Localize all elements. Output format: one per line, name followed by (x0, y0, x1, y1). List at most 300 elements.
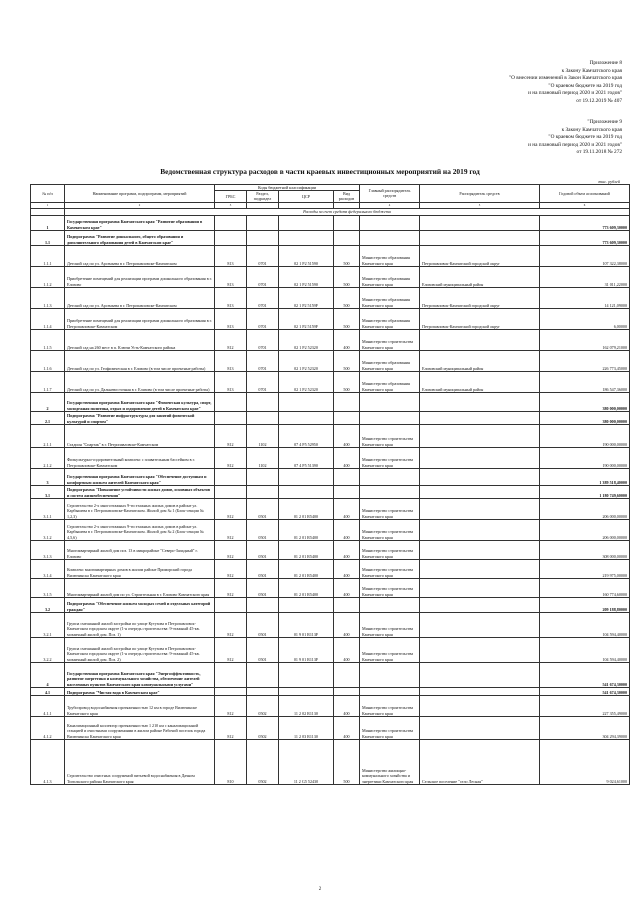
header-line: "Приложение 9 (587, 119, 622, 125)
cell-sum: 541 674,30000 (540, 662, 630, 687)
cell-cs (279, 215, 334, 230)
cell-n: 3.1.5 (31, 578, 65, 597)
document-title: Ведомственная структура расходов в части краевых инвестиционных мероприятий на 2019 год (160, 167, 480, 176)
cell-n: 3.1 (31, 485, 65, 498)
cell-vr (334, 662, 360, 687)
cell-n: 2 (31, 392, 65, 411)
cell-gr: Министерство строительства Камчатского края (360, 578, 420, 597)
column-index: 2 (65, 202, 215, 208)
cell-gr: Министерство строительства Камчатского края (360, 612, 420, 637)
table-row (31, 559, 630, 578)
cell-grbs: 812 (215, 716, 247, 739)
cell-rz: 0501 (247, 637, 279, 662)
cell-vr: 400 (334, 424, 360, 447)
col-razdel: Раздел, подраздел (247, 191, 279, 202)
cell-rz: 0701 (247, 308, 279, 329)
cell-gr: Министерство строительства Камчатского края (360, 695, 420, 716)
cell-rs: Елизовский муниципальный район (420, 350, 540, 371)
cell-rz: 0502 (247, 695, 279, 716)
cell-sum: 541 674,30000 (540, 687, 630, 695)
cell-vr: 400 (334, 498, 360, 519)
cell-name: Подпрограмма "Обеспечение жильем молодых семей и отдельных категорий граждан" (65, 597, 215, 612)
cell-name: Группа смешанной жилой застройки по улице Кутузова в Петропавловск-Камчатском городском округе (1-я очередь строительства: 9-этажный 45-кв. мозаичный жилой дом. Поз. 2) (65, 637, 215, 662)
unit-label: тыс. рублей (598, 179, 620, 184)
table-row (31, 371, 630, 392)
cell-vr: 400 (334, 559, 360, 578)
cell-cs (279, 597, 334, 612)
cell-grbs (215, 662, 247, 687)
cell-rs (420, 612, 540, 637)
cell-cs: 02 1 Р2 52320 (279, 371, 334, 392)
cell-vr (334, 687, 360, 695)
table-row (31, 662, 630, 687)
cell-rz: 0501 (247, 578, 279, 597)
cell-n: 1.1.7 (31, 371, 65, 392)
cell-vr: 400 (334, 716, 360, 739)
cell-rz: 0701 (247, 287, 279, 308)
cell-name: Физкультурно-оздоровительный комплекс с плавательным бассейном в г. Петропавловске-Камчатском (65, 447, 215, 468)
cell-gr (360, 597, 420, 612)
cell-grbs: 812 (215, 695, 247, 716)
cell-rs: Елизовский муниципальный район (420, 371, 540, 392)
cell-rz: 0501 (247, 498, 279, 519)
cell-cs: 01 2 01 R5400 (279, 519, 334, 540)
cell-rs (420, 329, 540, 350)
cell-cs: 01 2 01 R5400 (279, 578, 334, 597)
cell-vr: 500 (334, 266, 360, 287)
cell-n: 1.1.4 (31, 308, 65, 329)
cell-grbs: 813 (215, 308, 247, 329)
cell-n: 4.1.1 (31, 695, 65, 716)
cell-n: 4.1.2 (31, 716, 65, 739)
cell-rs: Сельское поселение "село Лесная" (420, 739, 540, 784)
cell-grbs: 812 (215, 578, 247, 597)
cell-name: Канализационный коллектор протяженностью 1 210 км с канализационной станцией и очистными сооружениями в жилом районе Рабочий поселок города Вилючинска Камчатского края (65, 716, 215, 739)
cell-name: Группа смешанной жилой застройки по улице Кутузова в Петропавловск-Камчатском городском округе (1-я очередь строительства: 9-этажный 45-кв. мозаичный жилой дом. Поз. 1) (65, 612, 215, 637)
cell-name: Комплекс многоквартирных домов в жилом районе Приморский города Вилючинска Камчатского края (65, 559, 215, 578)
cell-gr: Министерство жилищно-коммунального хозяйства и энергетики Камчатского края (360, 739, 420, 784)
cell-sum: 206 000,00000 (540, 519, 630, 540)
cell-grbs (215, 230, 247, 245)
cell-grbs: 812 (215, 329, 247, 350)
cell-rs (420, 485, 540, 498)
cell-cs (279, 687, 334, 695)
cell-cs (279, 485, 334, 498)
header-line: к Закону Камчатского края (561, 126, 622, 133)
cell-cs: 07 4 Р5 51390 (279, 447, 334, 468)
cell-grbs (215, 392, 247, 411)
cell-n: 2.1.2 (31, 447, 65, 468)
cell-rz (247, 687, 279, 695)
cell-cs: 01 9 01 R113F (279, 637, 334, 662)
cell-rs (420, 559, 540, 578)
cell-gr (360, 468, 420, 485)
cell-name: Государственная программа Камчатского края "Обеспечение доступным и комфортным жильем жителей Камчатского края" (65, 468, 215, 485)
cell-vr (334, 230, 360, 245)
cell-grbs (215, 687, 247, 695)
cell-n: 2.1.1 (31, 424, 65, 447)
cell-gr (360, 230, 420, 245)
cell-n: 1.1.3 (31, 287, 65, 308)
cell-gr: Министерство образования Камчатского края (360, 350, 420, 371)
cell-gr (360, 485, 420, 498)
cell-rs (420, 519, 540, 540)
cell-rs (420, 695, 540, 716)
cell-gr (360, 662, 420, 687)
cell-vr (334, 215, 360, 230)
cell-name: Государственная программа Камчатского края "Энергоэффективность, развитие энергетики и коммунального хозяйства, обеспечение жителей населенных пунктов Камчатского края коммунальными услугами" (65, 662, 215, 687)
cell-rs (420, 215, 540, 230)
cell-name: Трубопровод водоснабжения протяженностью 12 км в городе Вилючинске Камчатского края (65, 695, 215, 716)
cell-rz: 0502 (247, 716, 279, 739)
cell-gr: Министерство образования Камчатского края (360, 308, 420, 329)
cell-grbs (215, 485, 247, 498)
col-cs: ЦСР (279, 191, 334, 202)
table-body (31, 202, 630, 784)
col-glavny: Главный распорядитель средств (360, 185, 420, 203)
cell-cs: 02 1 Р2 51590 (279, 245, 334, 266)
header-line: от 19.11.2018 № 272 (576, 149, 622, 156)
table-row (31, 612, 630, 637)
cell-gr: Министерство строительства Камчатского края (360, 447, 420, 468)
cell-vr: 400 (334, 519, 360, 540)
cell-grbs (215, 411, 247, 424)
cell-grbs: 810 (215, 739, 247, 784)
table-row (31, 468, 630, 485)
table-row (31, 424, 630, 447)
cell-gr (360, 687, 420, 695)
cell-rz: 0701 (247, 245, 279, 266)
cell-sum: 227 355,49000 (540, 695, 630, 716)
table-row (31, 540, 630, 559)
cell-gr: Министерство строительства Камчатского края (360, 540, 420, 559)
cell-rz: 1102 (247, 447, 279, 468)
cell-sum: 380 000,00000 (540, 392, 630, 411)
page-number: 2 (318, 887, 322, 892)
cell-rz: 0501 (247, 612, 279, 637)
cell-sum: 190 000,00000 (540, 424, 630, 447)
header-line: и на плановый период 2020 и 2021 годов" (528, 90, 622, 97)
cell-n: 3.1.4 (31, 559, 65, 578)
cell-grbs: 813 (215, 245, 247, 266)
col-num: № п/п (31, 185, 65, 203)
cell-rs: Петропавловск-Камчатский городской округ (420, 245, 540, 266)
cell-sum: 9 024,61000 (540, 739, 630, 784)
cell-rz (247, 662, 279, 687)
cell-rz (247, 411, 279, 424)
cell-grbs: 812 (215, 637, 247, 662)
cell-vr: 400 (334, 329, 360, 350)
cell-vr (334, 597, 360, 612)
cell-name: Приобретение помещений для реализации программ дошкольного образования в г. Петропавловске-Камчатском (65, 308, 215, 329)
cell-sum: 1 389 518,40000 (540, 468, 630, 485)
appendix-header-original (528, 119, 622, 157)
column-index: 4 (360, 202, 420, 208)
table-row (31, 215, 630, 230)
cell-cs (279, 468, 334, 485)
cell-rz: 0501 (247, 540, 279, 559)
cell-vr: 400 (334, 612, 360, 637)
cell-gr: Министерство строительства Камчатского края (360, 498, 420, 519)
cell-n: 3 (31, 468, 65, 485)
cell-gr: Министерство строительства Камчатского края (360, 637, 420, 662)
cell-cs: 01 2 01 R5400 (279, 559, 334, 578)
cell-vr: 500 (334, 287, 360, 308)
cell-name: Строительство 2-х многоэтажных 9-ти этажных жилых домов в районе ул. Карбышева в г. Петропавловске-Камчатском. Жилой дом № 1 (Блок-секции № 1,2,3) (65, 498, 215, 519)
header-line: Приложение 8 (589, 60, 622, 66)
cell-rs (420, 716, 540, 739)
table-row (31, 597, 630, 612)
cell-rz: 0701 (247, 329, 279, 350)
column-index: 6 (540, 202, 630, 208)
cell-name: Подпрограмма "Повышение устойчивости жилых домов, основных объектов и систем жизнеобеспечения" (65, 485, 215, 498)
cell-rs (420, 540, 540, 559)
cell-grbs: 813 (215, 371, 247, 392)
header-line: "О краевом бюджете на 2019 год (548, 134, 622, 141)
cell-rs (420, 424, 540, 447)
cell-grbs (215, 597, 247, 612)
cell-name: Детский сад по ул. Арсеньева в г. Петропавловске-Камчатском (65, 287, 215, 308)
cell-vr (334, 392, 360, 411)
cell-name: Подпрограмма "Развитие дошкольного, общего образования и дополнительного образования детей в Камчатском крае" (65, 230, 215, 245)
column-index: 1 (31, 202, 65, 208)
cell-name: Детский сад по ул. Дальневосточная в г. Елизово (в том числе проектные работы) (65, 371, 215, 392)
table-row (31, 392, 630, 411)
cell-rz: 0502 (247, 739, 279, 784)
cell-vr: 400 (334, 540, 360, 559)
cell-vr: 500 (334, 371, 360, 392)
cell-rs: Петропавловск-Камчатский городской округ (420, 287, 540, 308)
header-line: "О краевом бюджете на 2019 год (548, 82, 622, 89)
cell-grbs: 813 (215, 350, 247, 371)
table-row (31, 411, 630, 424)
cell-rs: Петропавловск-Камчатский городской округ (420, 308, 540, 329)
table-row (31, 350, 630, 371)
cell-cs: 02 1 Р2 5159F (279, 287, 334, 308)
cell-rz (247, 485, 279, 498)
cell-n: 3.2.2 (31, 637, 65, 662)
cell-n: 3.2.1 (31, 612, 65, 637)
section-label: Расходы за счет средств федерального бюджета (65, 208, 630, 215)
col-sum: Годовой объем ассигнований (540, 185, 630, 203)
cell-sum: 773 609,30000 (540, 230, 630, 245)
cell-rs (420, 447, 540, 468)
cell-cs: 02 1 Р2 52320 (279, 350, 334, 371)
cell-grbs: 812 (215, 519, 247, 540)
table-row (31, 637, 630, 662)
cell-cs: 07 4 Р5 52950 (279, 424, 334, 447)
cell-rs (420, 468, 540, 485)
cell-vr (334, 468, 360, 485)
table-row (31, 447, 630, 468)
cell-sum: 308 000,00000 (540, 540, 630, 559)
cell-gr: Министерство образования Камчатского края (360, 266, 420, 287)
cell-sum: 186 547,36000 (540, 371, 630, 392)
cell-name: Строительство 2-х многоэтажных 9-ти этажных жилых домов в районе ул. Карбышева в г. Петропавловске-Камчатском. Жилой дом № 2 (Блок-секции № 4,5,6) (65, 519, 215, 540)
cell-cs: 11 2 02 R1130 (279, 695, 334, 716)
appendix-header-current (509, 60, 622, 106)
cell-sum: 304 294,39000 (540, 716, 630, 739)
table-row (31, 329, 630, 350)
table-row (31, 687, 630, 695)
cell-rs (420, 411, 540, 424)
cell-grbs: 812 (215, 424, 247, 447)
cell-sum: 160 774,60000 (540, 578, 630, 597)
cell-cs: 02 1 Р2 51590 (279, 266, 334, 287)
cell-n: 3.2 (31, 597, 65, 612)
cell-cs: 01 9 01 R113F (279, 612, 334, 637)
column-index: 3 (215, 202, 247, 208)
header-line: "О внесении изменений в Закон Камчатского края (509, 75, 622, 82)
table-row (31, 245, 630, 266)
cell-sum: 104 594,40000 (540, 612, 630, 637)
table-row (31, 716, 630, 739)
header-line: от 19.12.2019 № 407 (576, 97, 622, 104)
cell-rz: 0501 (247, 519, 279, 540)
cell-rz (247, 597, 279, 612)
cell-gr (360, 411, 420, 424)
cell-n: 3.1.1 (31, 498, 65, 519)
cell-n: 1.1.6 (31, 350, 65, 371)
cell-n: 3.1.3 (31, 540, 65, 559)
cell-name: Детский сад по ул. Арсеньева в г. Петропавловске-Камчатском (65, 245, 215, 266)
cell-rz: 1102 (247, 424, 279, 447)
cell-n: 4.1.3 (31, 739, 65, 784)
cell-grbs: 812 (215, 559, 247, 578)
col-raspor: Распорядитель средств (420, 185, 540, 203)
cell-vr: 500 (334, 350, 360, 371)
cell-vr (334, 411, 360, 424)
cell-rz (247, 392, 279, 411)
cell-name: Многоквартирный жилой дом поз. 13 в микрорайоне "Северо-Западный" г. Елизово (65, 540, 215, 559)
cell-vr: 400 (334, 695, 360, 716)
cell-rz: 0501 (247, 559, 279, 578)
table-row (31, 498, 630, 519)
cell-sum: 104 594,40000 (540, 637, 630, 662)
cell-rs (420, 498, 540, 519)
cell-n: 4.1 (31, 687, 65, 695)
cell-gr: Министерство строительства Камчатского края (360, 559, 420, 578)
cell-name: Государственная программа Камчатского края "Развитие образования в Камчатском крае" (65, 215, 215, 230)
cell-cs (279, 392, 334, 411)
cell-n: 1.1.1 (31, 245, 65, 266)
table-row (31, 230, 630, 245)
cell-rs (420, 662, 540, 687)
cell-sum: 380 000,00000 (540, 411, 630, 424)
cell-rz: 0701 (247, 266, 279, 287)
cell-sum: 226 773,45000 (540, 350, 630, 371)
cell-cs (279, 411, 334, 424)
cell-grbs: 812 (215, 447, 247, 468)
cell-n: 2.1 (31, 411, 65, 424)
cell-gr (360, 215, 420, 230)
cell-vr: 500 (334, 245, 360, 266)
cell-rs (420, 578, 540, 597)
cell-rz: 0701 (247, 371, 279, 392)
cell-sum: 190 000,00000 (540, 447, 630, 468)
cell-n: 4 (31, 662, 65, 687)
cell-rs (420, 687, 540, 695)
cell-rs (420, 392, 540, 411)
cell-gr: Министерство строительства Камчатского края (360, 424, 420, 447)
cell-name: Подпрограмма "Чистая вода в Камчатском крае" (65, 687, 215, 695)
cell-cs: 11 2 G5 52430 (279, 739, 334, 784)
cell-rs (420, 637, 540, 662)
cell-grbs: 813 (215, 287, 247, 308)
cell-cs (279, 230, 334, 245)
cell-cs: 02 1 Р2 5159F (279, 308, 334, 329)
cell-gr: Министерство строительства Камчатского края (360, 329, 420, 350)
cell-gr: Министерство строительства Камчатского края (360, 716, 420, 739)
cell-sum: 14 121,09000 (540, 287, 630, 308)
table-row (31, 287, 630, 308)
header-line: и на плановый период 2020 и 2021 годов" (528, 141, 622, 148)
table-row (31, 519, 630, 540)
cell-name: Подпрограмма "Развитие инфраструктуры для занятий физической культурой и спортом" (65, 411, 215, 424)
cell-n: 1 (31, 215, 65, 230)
cell-grbs: 812 (215, 540, 247, 559)
cell-name: Строительство очистных сооружений питьевой водоснабжения в Дачном Тигильского района Камчатского края (65, 739, 215, 784)
table-row (31, 308, 630, 329)
cell-sum: 219 975,00000 (540, 559, 630, 578)
table-row (31, 578, 630, 597)
expenditure-table (30, 184, 630, 785)
cell-sum: 206 000,00000 (540, 498, 630, 519)
table-row (31, 266, 630, 287)
cell-sum: 773 609,30000 (540, 215, 630, 230)
cell-n: 1.1.5 (31, 329, 65, 350)
cell-gr: Министерство образования Камчатского края (360, 287, 420, 308)
cell-name: Стадион "Спартак" в г. Петропавловске-Камчатском (65, 424, 215, 447)
cell-sum: 6,00000 (540, 308, 630, 329)
cell-grbs: 813 (215, 266, 247, 287)
cell-gr: Министерство образования Камчатского края (360, 371, 420, 392)
cell-cs (279, 662, 334, 687)
cell-name: Детский сад на 260 мест в п. Ключи Усть-Камчатского района (65, 329, 215, 350)
cell-cs: 11 2 03 R1130 (279, 716, 334, 739)
cell-rs (420, 597, 540, 612)
cell-cs: 01 2 01 R5400 (279, 498, 334, 519)
cell-sum: 107 322,38000 (540, 245, 630, 266)
table-row (31, 739, 630, 784)
cell-vr (334, 485, 360, 498)
cell-sum: 162 079,21000 (540, 329, 630, 350)
col-grbs: ГРБС (215, 191, 247, 202)
cell-vr: 500 (334, 739, 360, 784)
cell-grbs: 812 (215, 498, 247, 519)
cell-sum: 1 180 749,60000 (540, 485, 630, 498)
cell-vr: 400 (334, 637, 360, 662)
col-name: Наименование программ, подпрограмм, мероприятий (65, 185, 215, 203)
table-header (31, 185, 630, 203)
cell-rs (420, 230, 540, 245)
cell-name: Государственная программа Камчатского края "Физическая культура, спорт, молодежная политика, отдых и оздоровление детей в Камчатском крае" (65, 392, 215, 411)
table-row (31, 485, 630, 498)
cell-grbs (215, 215, 247, 230)
cell-grbs: 812 (215, 612, 247, 637)
section-row (31, 208, 630, 215)
cell-gr (360, 392, 420, 411)
col-kbk: Коды бюджетной классификации (215, 185, 360, 191)
cell-vr: 500 (334, 308, 360, 329)
cell-n: 1.1.2 (31, 266, 65, 287)
cell-n: 3.1.2 (31, 519, 65, 540)
cell-name: Многоквартирный жилой дом по ул. Строительная в г. Елизово Камчатского края (65, 578, 215, 597)
cell-rz (247, 230, 279, 245)
cell-cs: 01 2 01 R5400 (279, 540, 334, 559)
cell-rz (247, 468, 279, 485)
cell-rz (247, 215, 279, 230)
